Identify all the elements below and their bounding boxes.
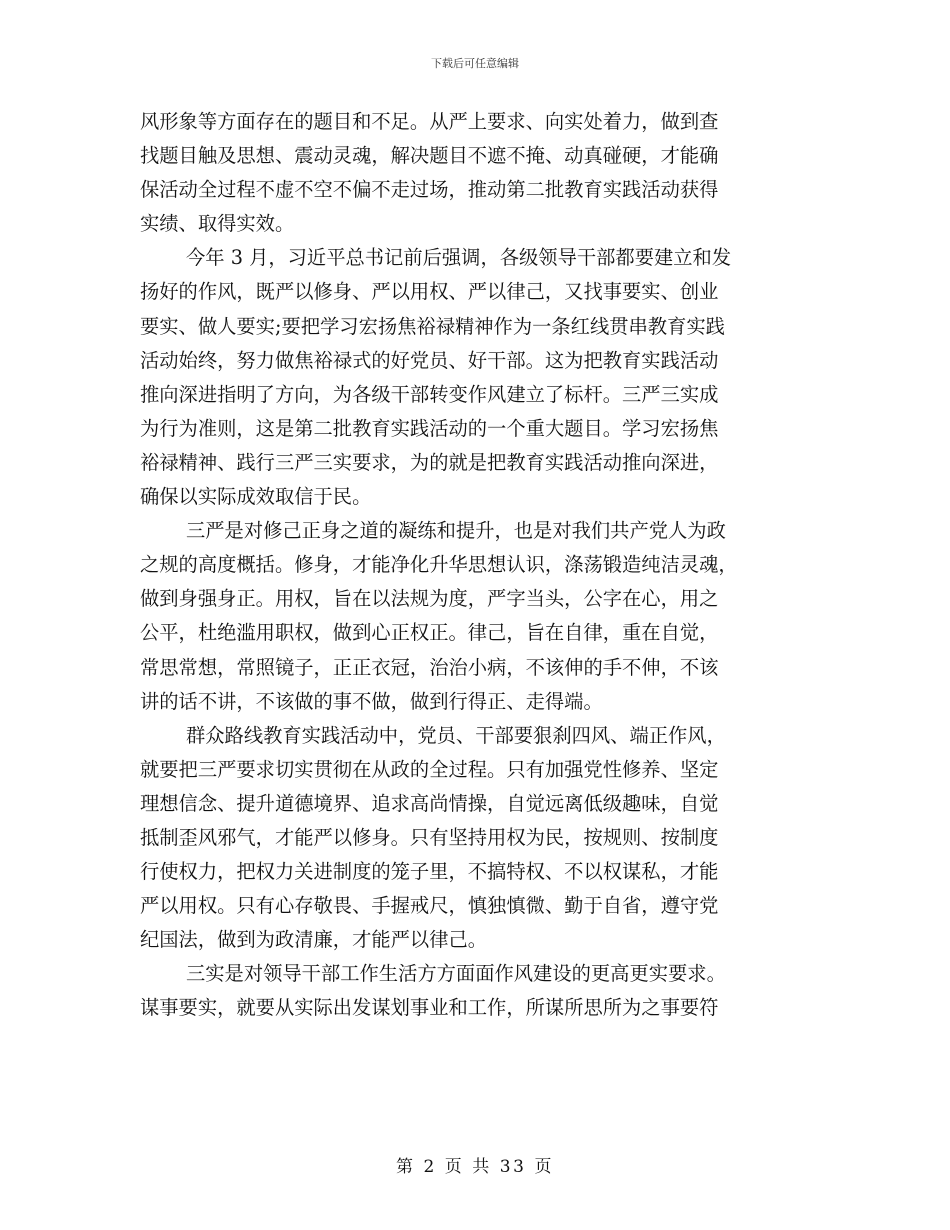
text-line: 三严是对修己正身之道的凝练和提升，也是对我们共产党人为政: [186, 519, 726, 543]
text-line: 公平，杜绝滥用职权，做到心正权正。律己，旨在自律，重在自觉，: [140, 621, 719, 645]
paragraph: [140, 719, 810, 958]
text-line: 为行为准则，这是第二批教育实践活动的一个重大题目。学习宏扬焦: [140, 416, 719, 440]
page-number-footer: 第 2 页 共 33 页: [395, 1157, 555, 1177]
paragraph: [140, 957, 810, 1025]
text-line: 今年 3 月，习近平总书记前后强调，各级领导干部都要建立和发: [186, 246, 732, 270]
text-line: 纪国法，做到为政清廉，才能严以律己。: [140, 928, 488, 952]
text-line: 风形象等方面存在的题目和不足。从严上要求、向实处着力，做到查: [140, 110, 719, 133]
text-line: 扬好的作风，既严以修身、严以用权、严以律己，又找事要实、创业: [140, 280, 719, 304]
paragraph: [140, 105, 810, 241]
text-line: 做到身强身正。用权，旨在以法规为度，严字当头，公字在心，用之: [140, 587, 719, 611]
text-line: 抵制歪风邪气，才能严以修身。只有坚持用权为民，按规则、按制度: [140, 825, 719, 849]
text-line: 就要把三严要求切实贯彻在从政的全过程。只有加强党性修养、坚定: [140, 757, 719, 781]
text-line: 三实是对领导干部工作生活方方面面作风建设的更高更实要求。: [186, 962, 726, 986]
text-line: 活动始终，努力做焦裕禄式的好党员、好干部。这为把教育实践活动: [140, 348, 719, 372]
text-line: 群众路线教育实践活动中，党员、干部要狠刹四风、端正作风，: [186, 723, 726, 747]
paragraph: [140, 241, 810, 514]
text-line: 理想信念、提升道德境界、追求高尚情操，自觉远离低级趣味，自觉: [140, 791, 719, 815]
text-line: 确保以实际成效取信于民。: [140, 485, 372, 509]
text-line: 实绩、取得实效。: [140, 212, 295, 236]
text-line: 找题目触及思想、震动灵魂，解决题目不遮不掩、动真碰硬，才能确: [140, 144, 719, 168]
text-line: 之规的高度概括。修身，才能净化升华思想认识，涤荡锻造纯洁灵魂，: [140, 553, 738, 577]
text-line: 常思常想，常照镜子，正正衣冠，治治小病，不该伸的手不伸，不该: [140, 655, 719, 679]
text-line: 推向深进指明了方向，为各级干部转变作风建立了标杆。三严三实成: [140, 382, 719, 406]
document-body: [140, 105, 810, 1026]
text-line: 严以用权。只有心存敬畏、手握戒尺，慎独慎微、勤于自省，遵守党: [140, 894, 719, 918]
text-line: 讲的话不讲，不该做的事不做，做到行得正、走得端。: [140, 689, 603, 713]
text-line: 裕禄精神、践行三严三实要求，为的就是把教育实践活动推向深进，: [140, 450, 719, 474]
text-line: 谋事要实，就要从实际出发谋划事业和工作，所谋所思所为之事要符: [140, 996, 719, 1020]
text-line: 行使权力，把权力关进制度的笼子里，不搞特权、不以权谋私，才能: [140, 860, 719, 884]
text-line: 保活动全过程不虚不空不偏不走过场，推动第二批教育实践活动获得: [140, 178, 719, 202]
text-line: 要实、做人要实;要把学习宏扬焦裕禄精神作为一条红线贯串教育实践: [140, 314, 725, 338]
page-header: 下载后可任意编辑: [431, 57, 519, 70]
paragraph: [140, 514, 810, 719]
